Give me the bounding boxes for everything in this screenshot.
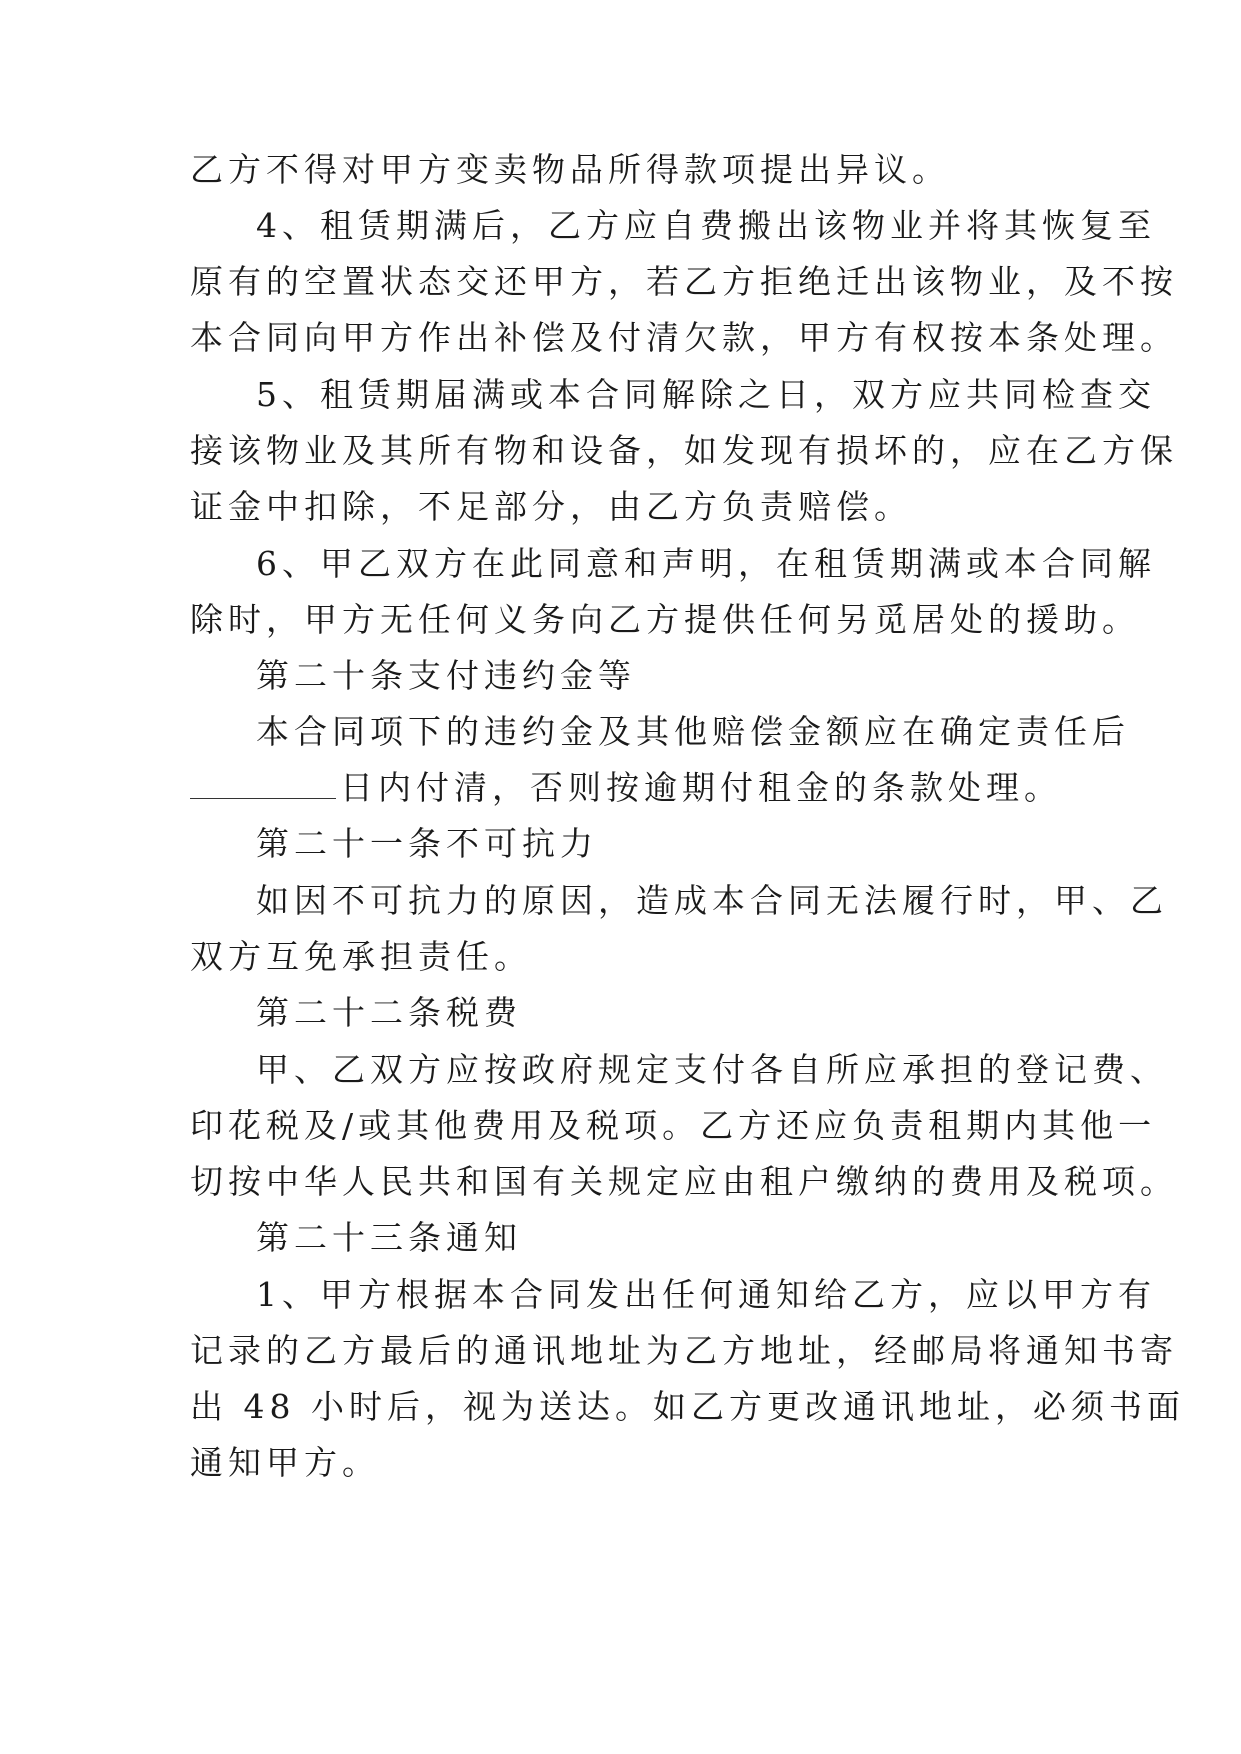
text-line: 4、租赁期满后，乙方应自费搬出该物业并将其恢复至	[256, 206, 1156, 245]
text-line: 双方互免承担责任。	[190, 937, 532, 976]
text-line: 除时，甲方无任何义务向乙方提供任何另觅居处的援助。	[190, 600, 1140, 639]
text-line: 6、甲乙双方在此同意和声明，在租赁期满或本合同解	[256, 544, 1156, 583]
text-line: 出 48 小时后，视为送达。如乙方更改通讯地址，必须书面	[190, 1387, 1185, 1426]
text-line: 1、甲方根据本合同发出任何通知给乙方，应以甲方有	[256, 1275, 1156, 1314]
section-heading: 第二十一条不可抗力	[256, 824, 598, 863]
text-segment: 日内付清，否则按逾期付租金的条款处理。	[340, 768, 1062, 807]
text-line: 证金中扣除，不足部分，由乙方负责赔偿。	[190, 487, 912, 526]
section-heading: 第二十三条通知	[256, 1218, 522, 1257]
text-line: 记录的乙方最后的通讯地址为乙方地址，经邮局将通知书寄	[190, 1331, 1178, 1370]
text-line: 甲、乙双方应按政府规定支付各自所应承担的登记费、	[256, 1050, 1168, 1089]
text-line: 通知甲方。	[190, 1443, 380, 1482]
text-line: 乙方不得对甲方变卖物品所得款项提出异议。	[190, 150, 950, 189]
text-line: 接该物业及其所有物和设备，如发现有损坏的，应在乙方保	[190, 431, 1178, 470]
text-line: 印花税及/或其他费用及税项。乙方还应负责租期内其他一	[190, 1106, 1157, 1145]
text-line: 切按中华人民共和国有关规定应由租户缴纳的费用及税项。	[190, 1162, 1178, 1201]
text-line: 原有的空置状态交还甲方，若乙方拒绝迁出该物业，及不按	[190, 262, 1178, 301]
section-heading: 第二十条支付违约金等	[256, 656, 636, 695]
text-line: 如因不可抗力的原因，造成本合同无法履行时，甲、乙	[256, 881, 1168, 920]
fill-in-blank	[190, 770, 336, 799]
text-line-with-blank	[190, 768, 1062, 808]
text-line: 本合同项下的违约金及其他赔偿金额应在确定责任后	[256, 712, 1130, 751]
section-heading: 第二十二条税费	[256, 993, 522, 1032]
text-line: 本合同向甲方作出补偿及付清欠款，甲方有权按本条处理。	[190, 318, 1178, 357]
text-line: 5、租赁期届满或本合同解除之日，双方应共同检查交	[256, 375, 1156, 414]
